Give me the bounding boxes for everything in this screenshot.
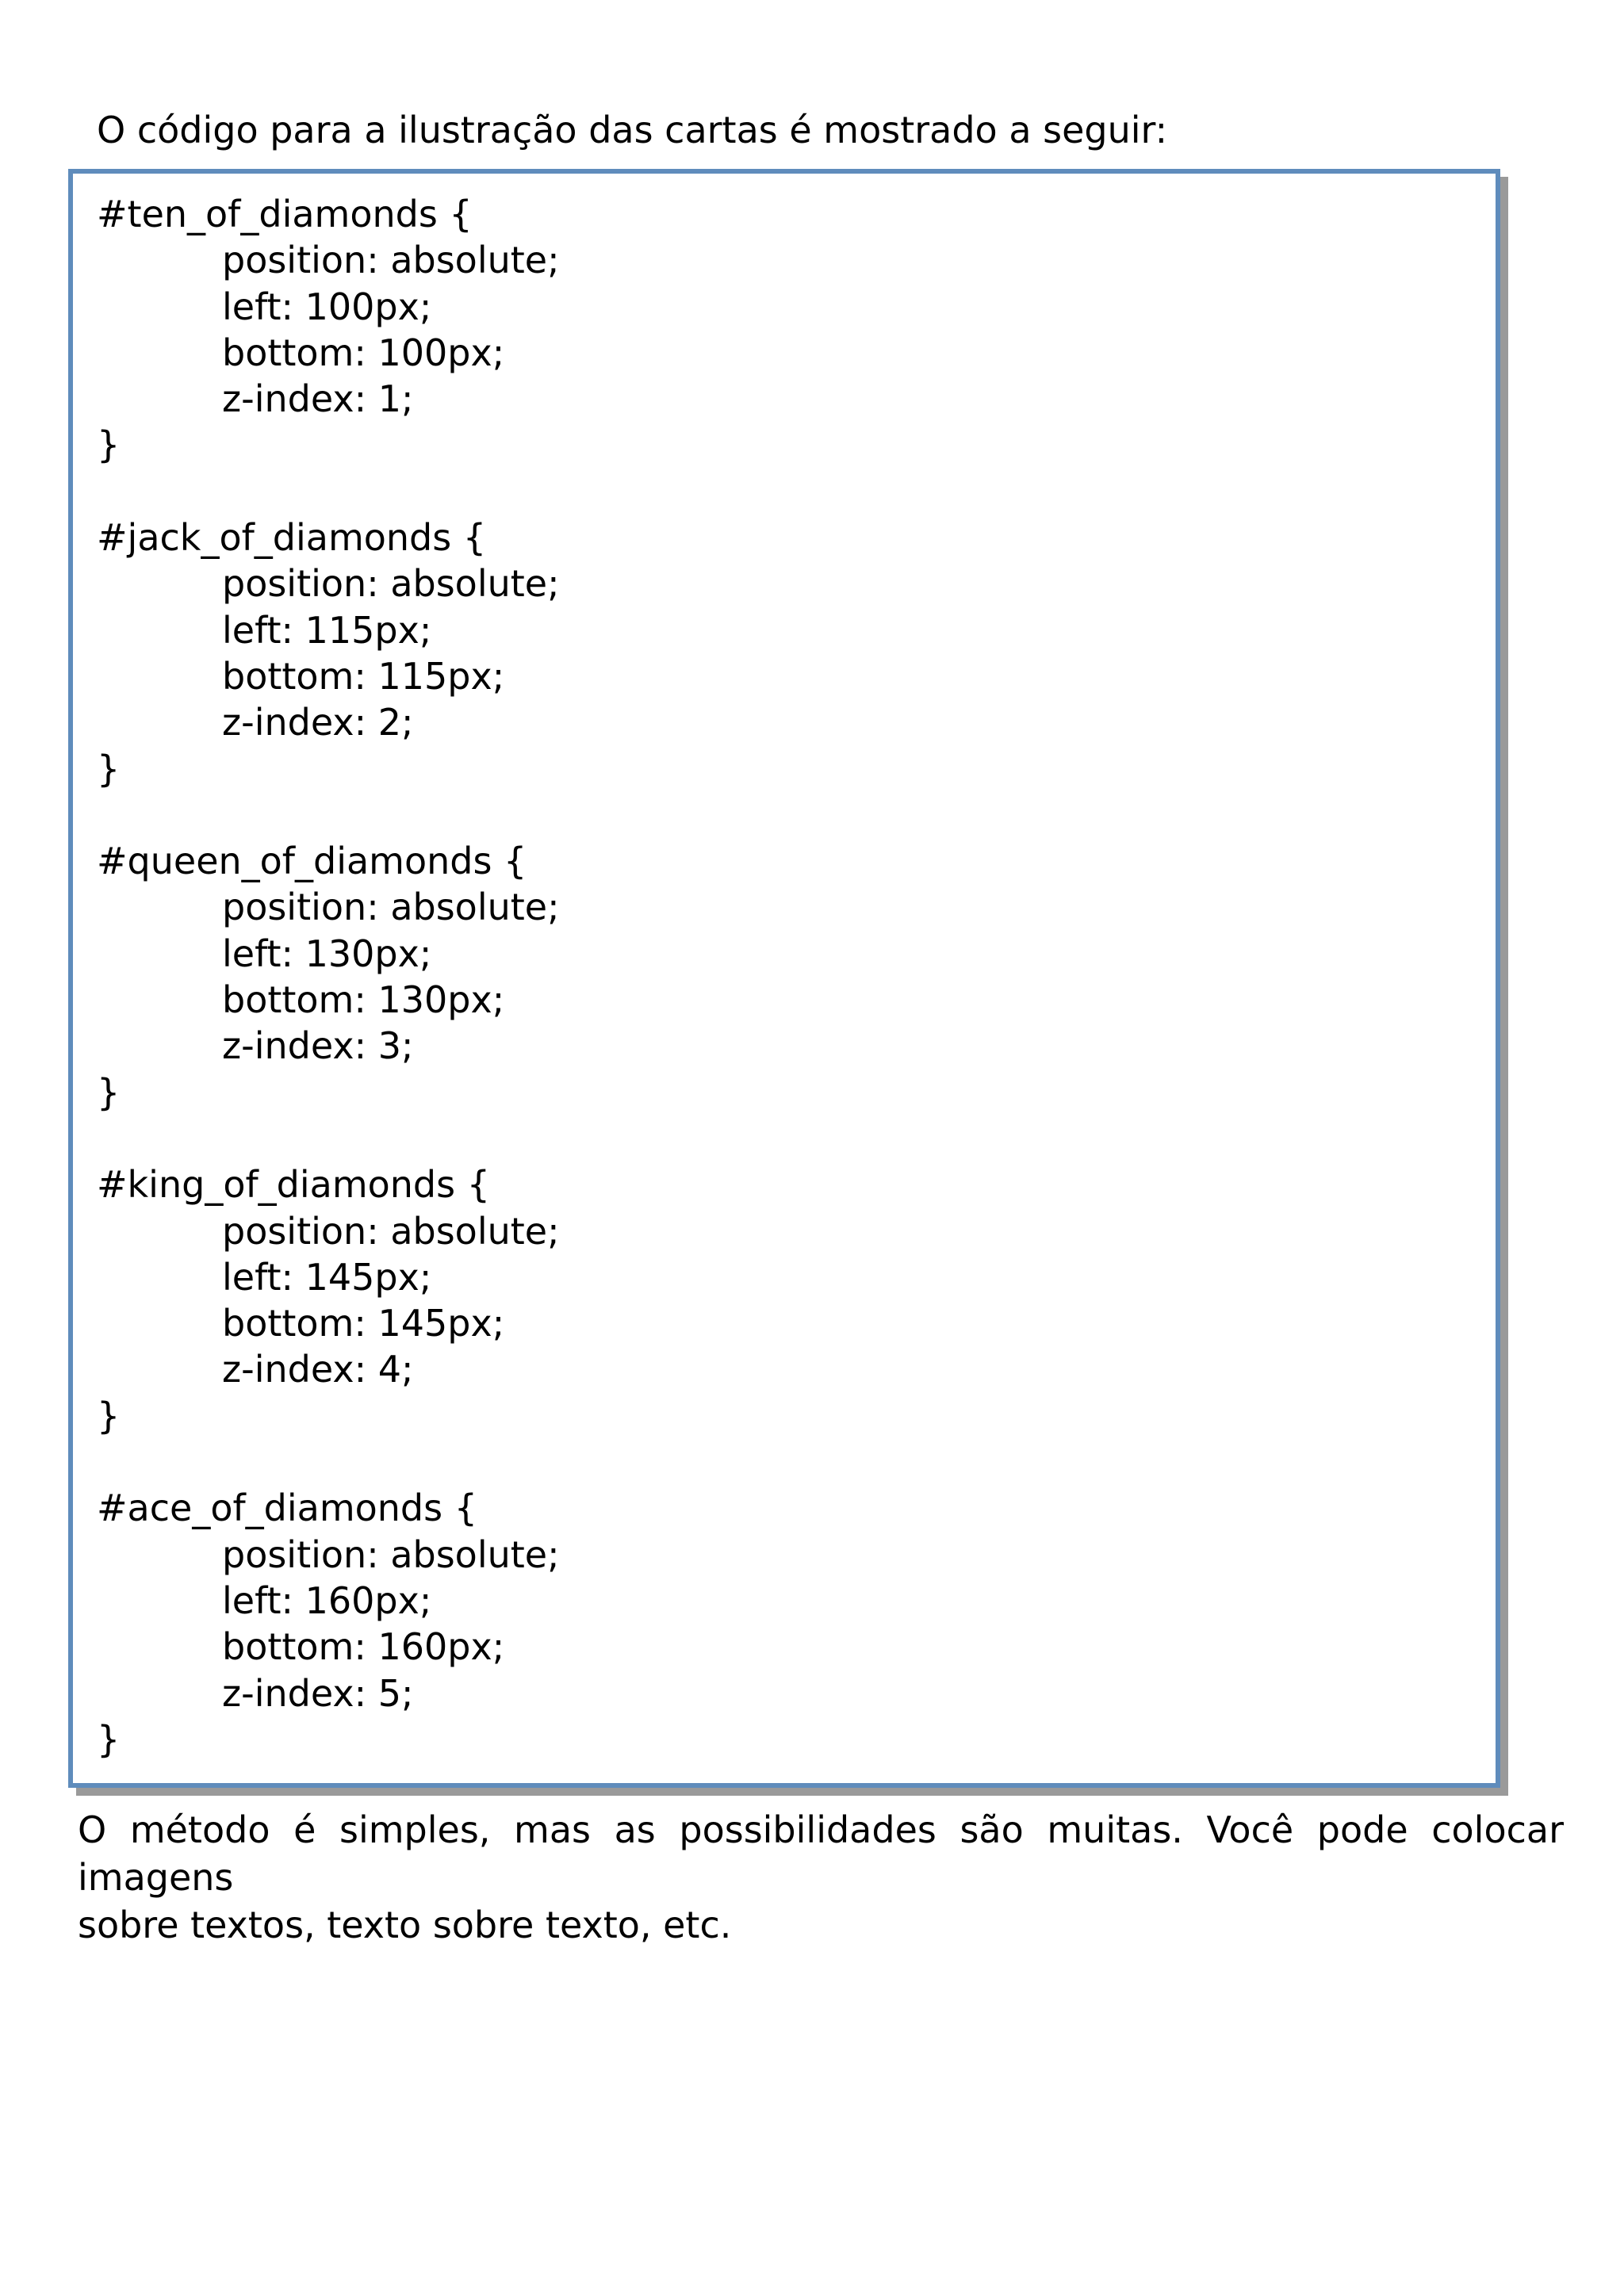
code-blank-line	[97, 1439, 560, 1485]
code-line: position: absolute;	[222, 886, 560, 929]
code-line: bottom: 160px;	[222, 1625, 505, 1669]
code-line: #ten_of_diamonds {	[97, 193, 473, 235]
code-line: }	[97, 747, 121, 790]
code-box	[68, 169, 1500, 1788]
code-line: bottom: 115px;	[222, 654, 505, 698]
code-line: #queen_of_diamonds {	[97, 840, 527, 883]
code-line: left: 145px;	[222, 1255, 432, 1299]
code-line: #king_of_diamonds {	[97, 1163, 490, 1207]
code-line: position: absolute;	[222, 239, 560, 282]
code-blank-line	[97, 792, 560, 838]
code-line: position: absolute;	[222, 1209, 560, 1253]
code-line: left: 130px;	[222, 932, 432, 975]
code-line: bottom: 100px;	[222, 331, 505, 374]
code-line: z-index: 4;	[222, 1348, 414, 1391]
code-line: }	[97, 423, 121, 467]
code-line: position: absolute;	[222, 562, 560, 606]
code-line: z-index: 1;	[222, 377, 414, 421]
code-line: position: absolute;	[222, 1533, 560, 1576]
outro-paragraph	[78, 1806, 1564, 1949]
code-line: }	[97, 1070, 121, 1114]
code-line: #ace_of_diamonds {	[97, 1487, 477, 1530]
code-line: left: 115px;	[222, 608, 432, 652]
code-line: z-index: 2;	[222, 701, 414, 744]
code-line: z-index: 5;	[222, 1671, 414, 1715]
code-blank-line	[97, 1115, 560, 1161]
outro-line-2: sobre textos, texto sobre texto, etc.	[78, 1904, 732, 1946]
code-line: bottom: 145px;	[222, 1302, 505, 1345]
code-line: bottom: 130px;	[222, 978, 505, 1022]
code-line: z-index: 3;	[222, 1024, 414, 1068]
code-line: left: 100px;	[222, 285, 432, 328]
code-line: }	[97, 1394, 121, 1437]
code-line: #jack_of_diamonds {	[97, 516, 487, 560]
code-blank-line	[97, 469, 560, 515]
code-block	[97, 191, 560, 1762]
code-line: left: 160px;	[222, 1578, 432, 1622]
code-line: }	[97, 1717, 121, 1761]
outro-line-1: O método é simples, mas as possibilidades são muitas. Você pode colocar imagens	[78, 1808, 1564, 1899]
intro-paragraph: O código para a ilustração das cartas é mostrado a seguir:	[97, 109, 1168, 151]
